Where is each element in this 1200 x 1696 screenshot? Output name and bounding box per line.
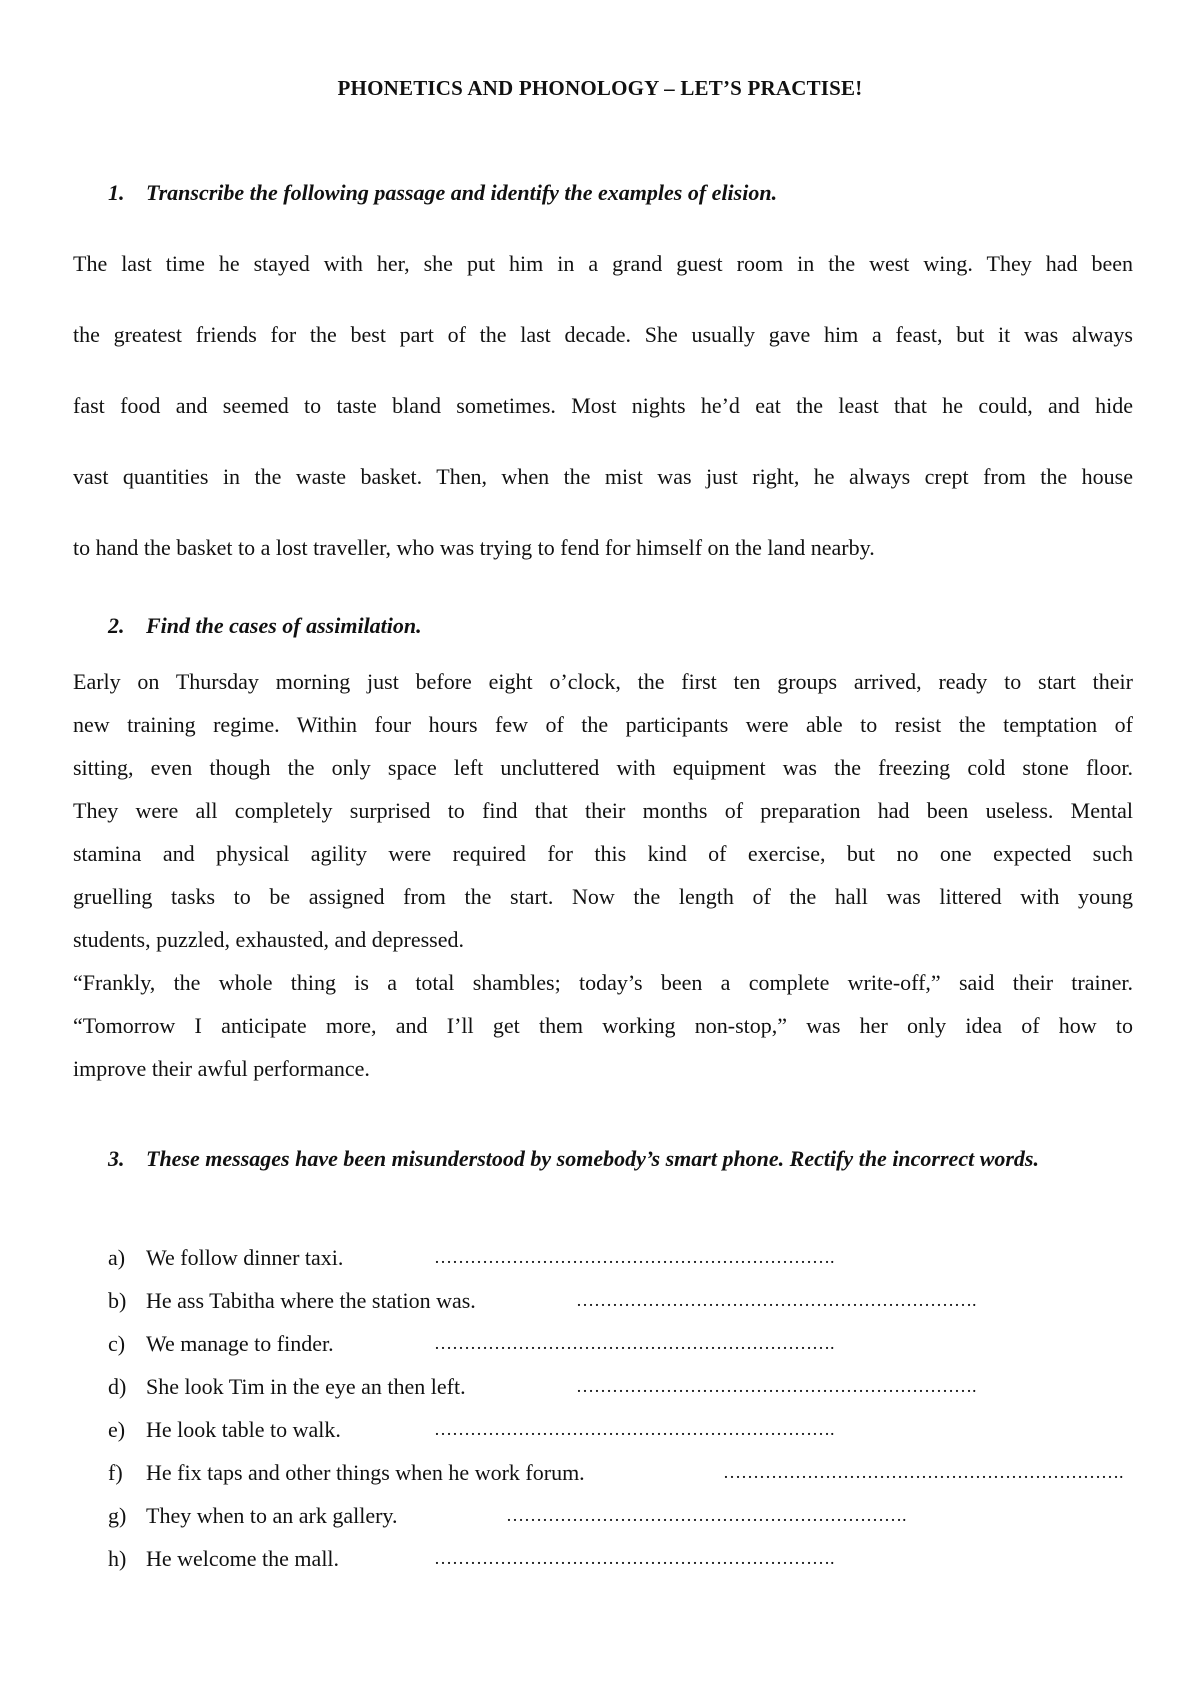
- answer-blank[interactable]: ………………………………………………………….: [506, 1505, 907, 1525]
- passage-2-line: gruelling tasks to be assigned from the start. Now the length of the hall was littered with young: [73, 884, 1133, 909]
- answer-blank[interactable]: ………………………………………………………….: [576, 1376, 977, 1396]
- item-text: He fix taps and other things when he work forum.: [146, 1460, 585, 1485]
- passage-2-line: Early on Thursday morning just before eight o’clock, the first ten groups arrived, ready to start their: [73, 669, 1133, 694]
- item-text: We follow dinner taxi.: [146, 1245, 344, 1270]
- answer-blank[interactable]: ………………………………………………………….: [434, 1333, 835, 1353]
- list-item: [108, 1236, 1148, 1279]
- item-letter: a): [108, 1245, 126, 1270]
- section-2-heading: [108, 613, 422, 639]
- answer-blank[interactable]: ………………………………………………………….: [434, 1419, 835, 1439]
- list-item: [108, 1365, 1148, 1408]
- item-text: He look table to walk.: [146, 1417, 341, 1442]
- passage-2-line: stamina and physical agility were required for this kind of exercise, but no one expected such: [73, 841, 1133, 866]
- item-letter: f): [108, 1460, 123, 1485]
- passage-2-line: sitting, even though the only space left uncluttered with equipment was the freezing cold stone floor.: [73, 755, 1133, 780]
- passage-2-line: improve their awful performance.: [73, 1056, 370, 1081]
- item-letter: h): [108, 1546, 127, 1571]
- passage-2-line: new training regime. Within four hours few of the participants were able to resist the temptation of: [73, 712, 1133, 737]
- section-2-passage: [73, 660, 1133, 1090]
- item-text: He welcome the mall.: [146, 1546, 340, 1571]
- passage-1-line: vast quantities in the waste basket. Then, when the mist was just right, he always crept from the house: [73, 464, 1133, 489]
- section-1-heading: [108, 180, 777, 206]
- section-2-number: 2.: [108, 613, 125, 638]
- item-text: We manage to finder.: [146, 1331, 334, 1356]
- exercise-list: [108, 1236, 1148, 1580]
- list-item: [108, 1537, 1148, 1580]
- list-item: [108, 1279, 1148, 1322]
- answer-blank[interactable]: ………………………………………………………….: [576, 1290, 977, 1310]
- list-item: [108, 1408, 1148, 1451]
- item-text: He ass Tabitha where the station was.: [146, 1288, 476, 1313]
- section-1-heading-text: Transcribe the following passage and identify the examples of elision.: [146, 180, 778, 205]
- section-1-passage: [73, 228, 1133, 583]
- item-letter: c): [108, 1331, 126, 1356]
- section-2-heading-text: Find the cases of assimilation.: [146, 613, 422, 638]
- list-item: [108, 1322, 1148, 1365]
- passage-2-line: They were all completely surprised to find that their months of preparation had been useless. Mental: [73, 798, 1133, 823]
- answer-blank[interactable]: ………………………………………………………….: [434, 1548, 835, 1568]
- section-3-heading: [108, 1142, 1133, 1176]
- section-3-number: 3.: [108, 1146, 125, 1171]
- item-letter: b): [108, 1288, 127, 1313]
- item-letter: d): [108, 1374, 127, 1399]
- page-title: PHONETICS AND PHONOLOGY – LET’S PRACTISE!: [337, 76, 863, 100]
- passage-1-line: The last time he stayed with her, she put him in a grand guest room in the west wing. They had been: [73, 251, 1133, 276]
- section-3-heading-text: These messages have been misunderstood by somebody’s smart phone. Rectify the incorrect words.: [146, 1146, 1039, 1171]
- passage-2-line: “Frankly, the whole thing is a total shambles; today’s been a complete write-off,” said their trainer.: [73, 970, 1133, 995]
- answer-blank[interactable]: ………………………………………………………….: [723, 1462, 1124, 1482]
- item-letter: g): [108, 1503, 127, 1528]
- item-text: She look Tim in the eye an then left.: [146, 1374, 466, 1399]
- item-letter: e): [108, 1417, 126, 1442]
- answer-blank[interactable]: ………………………………………………………….: [434, 1247, 835, 1267]
- list-item: [108, 1494, 1148, 1537]
- passage-2-line: students, puzzled, exhausted, and depressed.: [73, 927, 464, 952]
- passage-2-line: “Tomorrow I anticipate more, and I’ll get them working non-stop,” was her only idea of how to: [73, 1013, 1133, 1038]
- passage-1-line: fast food and seemed to taste bland sometimes. Most nights he’d eat the least that he could, and hide: [73, 393, 1133, 418]
- section-1-number: 1.: [108, 180, 125, 205]
- item-text: They when to an ark gallery.: [146, 1503, 398, 1528]
- passage-1-line: to hand the basket to a lost traveller, who was trying to fend for himself on the land nearby.: [73, 535, 875, 560]
- passage-1-line: the greatest friends for the best part of the last decade. She usually gave him a feast, but it was always: [73, 322, 1133, 347]
- list-item: [108, 1451, 1148, 1494]
